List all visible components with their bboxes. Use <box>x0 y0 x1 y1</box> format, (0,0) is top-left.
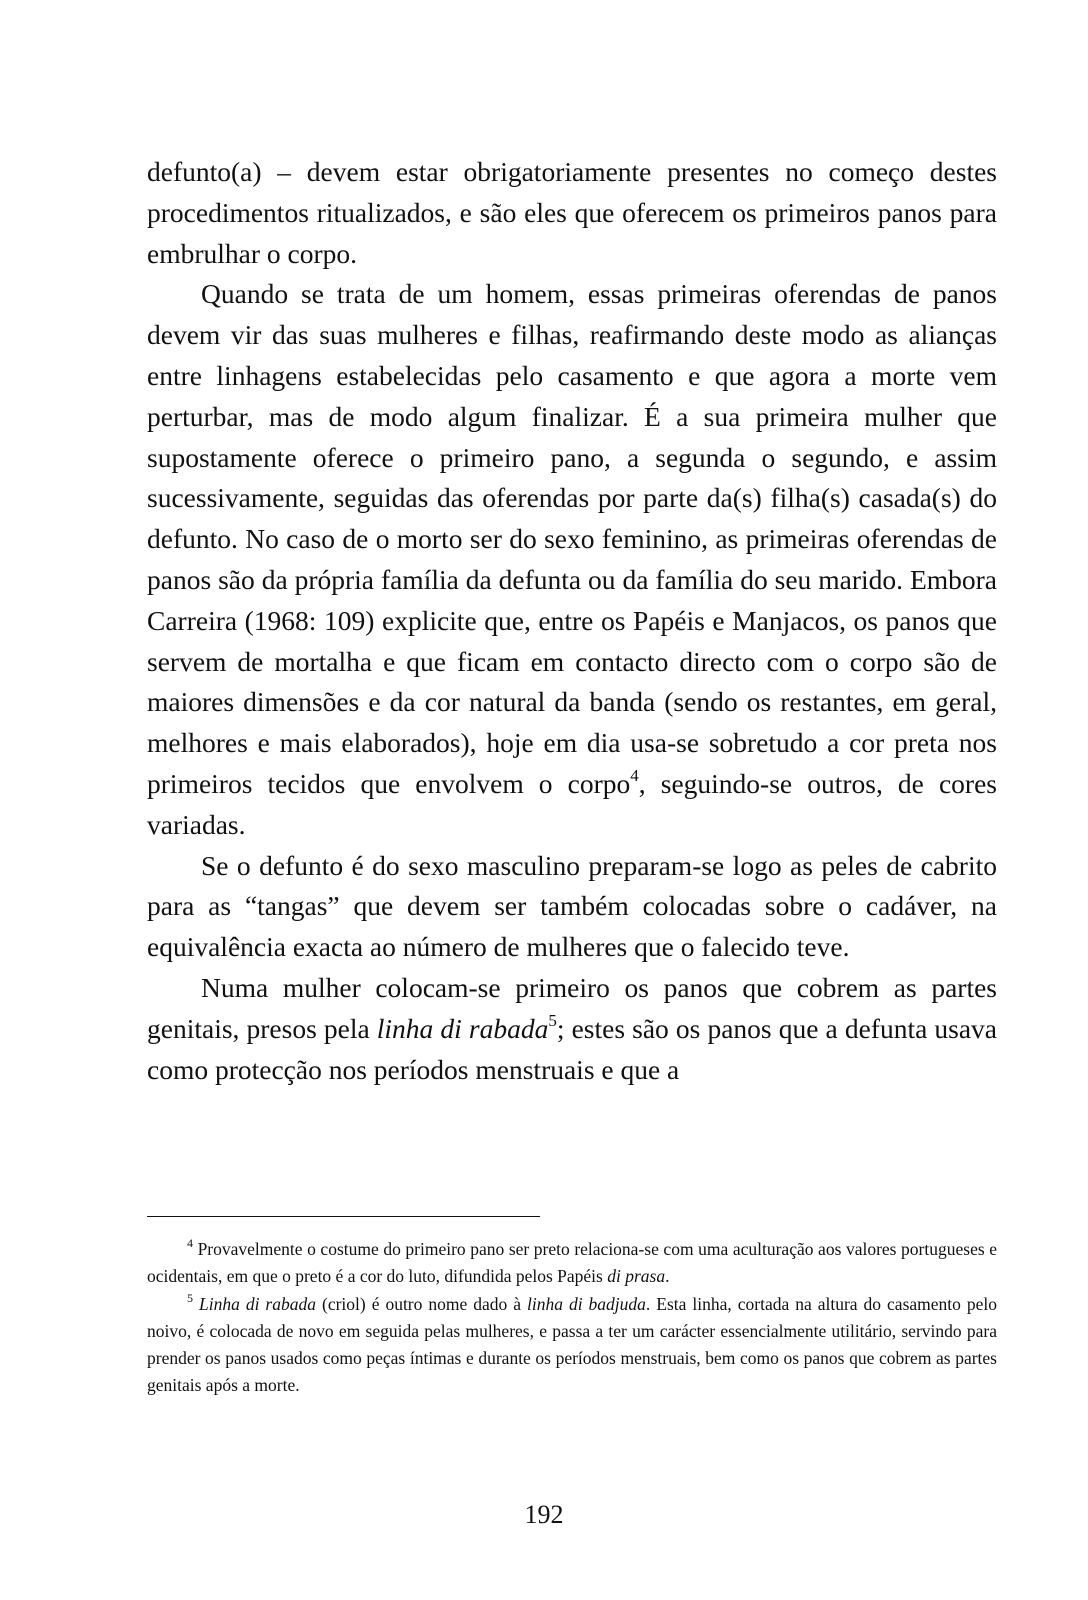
text-run: . Esta linha, cortada na altura do casamento pelo noivo, é colocada de novo em seguida pelas mulheres, e passa a ter um carácter essencialmente utilitário, servindo para prender os panos usados como peças íntimas e durante os períodos menstruais, bem como os panos que cobrem as partes genitais após a morte. <box>147 1293 998 1396</box>
paragraph <box>147 846 997 968</box>
page-number: 192 <box>524 1500 564 1529</box>
text-run: , seguindo-se outros, de cores variadas. <box>147 767 997 840</box>
footnote-separator <box>147 1216 540 1217</box>
text-run: Quando se trata de um homem, essas primeiras oferendas de panos devem vir das suas mulheres e filhas, reafirmando deste modo as alianças entre linhagens estabelecidas pelo casamento e que agora a morte vem perturbar, mas de modo algum finalizar. É a sua primeira mulher que supostamente oferece o primeiro pano, a segunda o segundo, e assim sucessivamente, seguidas das oferendas por parte da(s) filha(s) casada(s) do defunto. No caso de o morto ser do sexo feminino, as primeiras oferendas de panos são da própria família da defunta ou da família do seu marido. Embora Carreira (1968: 109) explicite que, entre os Papéis e Manjacos, os panos que servem de mortalha e que ficam em contacto directo com o corpo são de maiores dimensões e da cor natural da banda (sendo os restantes, em geral, melhores e mais elaborados), hoje em dia usa-se sobretudo a cor preta nos primeiros tecidos que envolvem o corpo <box>147 278 997 799</box>
italic-term: di prasa <box>607 1266 666 1287</box>
paragraph <box>147 274 997 845</box>
text-run: Numa mulher colocam-se primeiro os panos que cobrem as partes genitais, presos pela <box>147 971 997 1044</box>
footnote-marker: 4 <box>630 765 639 785</box>
italic-term: linha di badjuda <box>527 1293 646 1314</box>
text-run: (criol) é outro nome dado à <box>316 1293 527 1314</box>
text-run: Provavelmente o costume do primeiro pano ser preto relaciona-se com uma aculturação aos valores portugueses e ocidentais, em que o preto é a cor do luto, difundida pelos Papéis <box>147 1239 997 1287</box>
footnote-marker: 5 <box>187 1290 193 1305</box>
italic-term: Linha di rabada <box>199 1293 316 1314</box>
text-run: Se o defunto é do sexo masculino preparam-se logo as peles de cabrito para as “tangas” que devem ser também colocadas sobre o cadáver, na equivalência exacta ao número de mulheres que o falecido teve. <box>147 849 997 963</box>
text-run: . <box>665 1266 670 1287</box>
text-run: ; estes são os panos que a defunta usava como protecção nos períodos menstruais e que a <box>147 1012 997 1085</box>
paragraph <box>147 152 997 274</box>
italic-term: linha di rabada <box>376 1012 549 1044</box>
paragraph <box>147 968 997 1090</box>
footnote <box>147 1236 997 1291</box>
footnote-marker: 5 <box>548 1010 557 1030</box>
footnote-marker: 4 <box>187 1236 193 1251</box>
body-text <box>147 152 997 1090</box>
footnotes <box>147 1236 997 1400</box>
text-run: defunto(a) – devem estar obrigatoriamente presentes no começo destes procedimentos ritualizados, e são eles que oferecem os primeiros panos para embrulhar o corpo. <box>147 156 997 269</box>
footnote <box>147 1291 997 1400</box>
